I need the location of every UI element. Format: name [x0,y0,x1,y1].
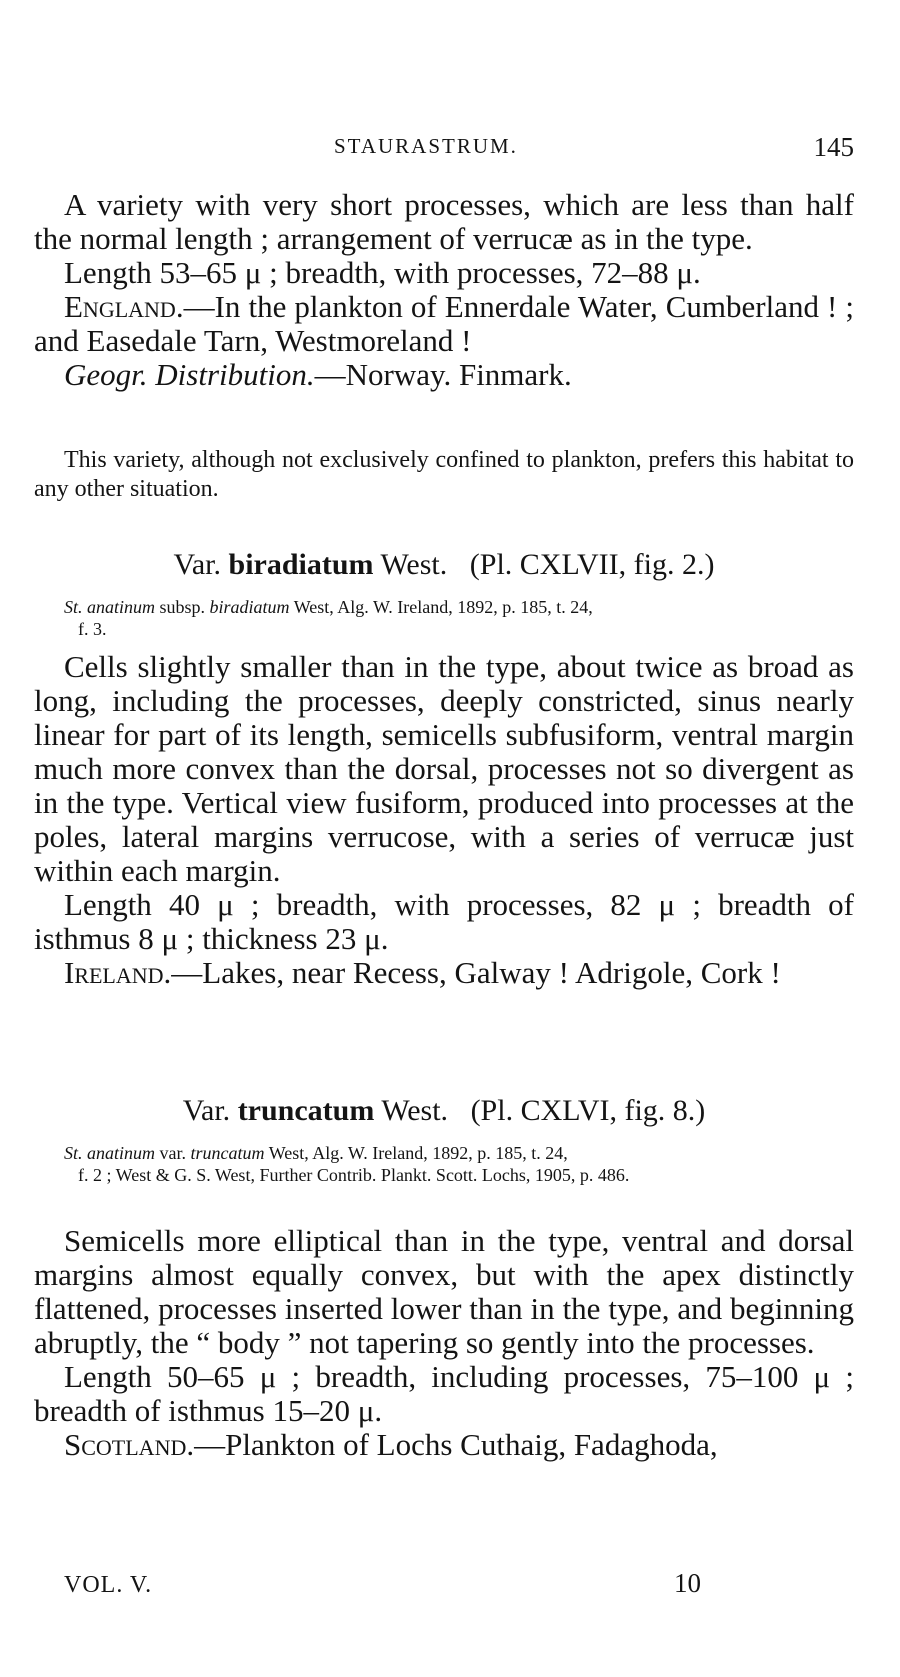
truncatum-body [34,1224,854,1462]
synonymy-continuation: f. 3. [78,619,107,639]
plate-reference: (Pl. CXLVII, fig. 2.) [469,548,715,581]
truncatum-locality [34,1428,854,1462]
var-prefix: Var. [182,1094,231,1127]
synonymy-rank: var. [159,1143,187,1163]
locality-label: England. [64,289,184,324]
signature-mark: 10 [674,1568,701,1598]
synonymy-epithet: truncatum [190,1143,265,1163]
page-number: 145 [813,132,854,162]
running-head [34,132,854,172]
locality-label: Ireland. [64,955,172,990]
locality-text: —In the plankton of Ennerdale Water, Cumberland ! ; and Easedale Tarn, Westmoreland ! [34,289,854,358]
synonymy-line [64,596,854,618]
var-prefix: Var. [173,548,222,581]
volume-label: VOL. V. [64,1572,153,1598]
synonymy-citation: West, Alg. W. Ireland, 1892, p. 185, t. 24, [293,597,593,617]
truncatum-measurements: Length 50–65 μ ; breadth, including processes, 75–100 μ ; breadth of isthmus 15–20 μ. [34,1359,854,1428]
biradiatum-body [34,650,854,990]
biradiatum-locality [34,956,854,990]
distribution-label: Geogr. Distribution. [64,357,315,392]
synonymy-species: St. anatinum [64,1143,156,1163]
synonymy-species: St. anatinum [64,597,156,617]
synonymy-continuation: f. 2 ; West & G. S. West, Further Contrib. Plankt. Scott. Lochs, 1905, p. 486. [78,1165,630,1185]
plate-reference: (Pl. CXLVI, fig. 8.) [470,1094,706,1127]
locality-text: —Plankton of Lochs Cuthaig, Fadaghoda, [194,1427,718,1462]
synonymy-citation: West, Alg. W. Ireland, 1892, p. 185, t. 24, [268,1143,568,1163]
synonymy-line [64,1142,854,1164]
heading-biradiatum [34,548,854,582]
synonymy-rank: subsp. [159,597,206,617]
variety-locality [34,290,854,358]
var-author: West. [380,548,448,581]
distribution-text: —Norway. Finmark. [314,357,572,392]
running-title: STAURASTRUM. [334,134,518,158]
var-name: biradiatum [228,548,374,581]
section-1-note [34,446,854,504]
habitat-note: This variety, although not exclusively confined to plankton, prefers this habitat to any other situation. [34,447,854,502]
heading-truncatum [34,1094,854,1128]
variety-distribution [34,358,854,392]
truncatum-description: Semicells more elliptical than in the type, ventral and dorsal margins almost equally convex, but with the apex distinctly flattened, processes inserted lower than in the type, and beginning abruptly, the “ body ” not tapering so gently into the processes. [34,1223,854,1360]
synonymy-biradiatum [64,596,854,640]
variety-description: A variety with very short processes, which are less than half the normal length ; arrangement of verrucæ as in the type. [34,187,854,256]
biradiatum-description: Cells slightly smaller than in the type, about twice as broad as long, including the processes, deeply constricted, sinus nearly linear for part of its length, semicells subfusiform, ventral margin much more convex than the dorsal, processes not so divergent as in the type. Vertical view fusiform, produced into processes at the poles, lateral margins verrucose, with a series of verrucæ just within each margin. [34,649,854,888]
variety-measurements: Length 53–65 μ ; breadth, with processes, 72–88 μ. [64,255,701,290]
locality-label: Scotland. [64,1427,195,1462]
section-1 [34,188,854,392]
biradiatum-measurements: Length 40 μ ; breadth, with processes, 82 μ ; breadth of isthmus 8 μ ; thickness 23 μ. [34,887,854,956]
synonymy-epithet: biradiatum [209,597,290,617]
synonymy-truncatum [64,1142,854,1186]
page-footer [34,1568,854,1608]
var-author: West. [381,1094,449,1127]
var-name: truncatum [237,1094,375,1127]
locality-text: —Lakes, near Recess, Galway ! Adrigole, Cork ! [171,955,781,990]
